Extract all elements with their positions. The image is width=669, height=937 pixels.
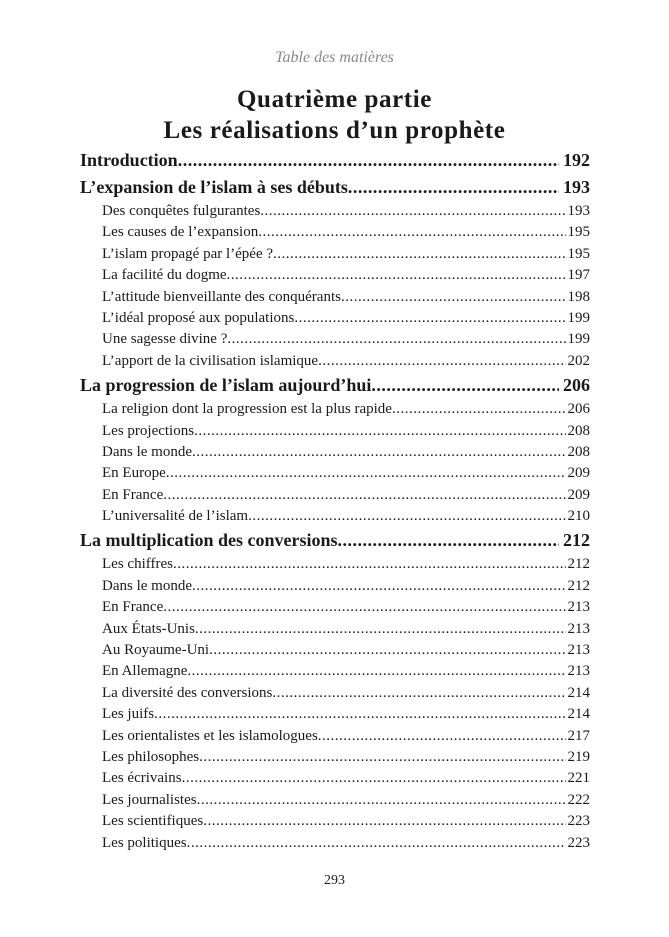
toc-entry-page: 192 xyxy=(563,150,590,170)
toc-entry-title: Les juifs xyxy=(102,706,155,723)
toc-entry-page: 208 xyxy=(567,422,590,439)
toc-entry-title: En France xyxy=(102,599,164,616)
toc-entry-page: 202 xyxy=(567,352,590,369)
toc-entry-title: L’attitude bienveillante des conquérants xyxy=(102,288,341,305)
dot-leader xyxy=(294,308,565,329)
toc-subentry[interactable] xyxy=(80,329,590,350)
toc-entry-page: 197 xyxy=(567,267,590,284)
toc-subentry[interactable] xyxy=(80,726,590,747)
toc-entry-page: 210 xyxy=(567,508,590,525)
toc-entry-page: 222 xyxy=(567,791,590,808)
toc-entry-page: 221 xyxy=(567,770,590,787)
toc-subentry[interactable] xyxy=(80,308,590,329)
dot-leader xyxy=(209,640,565,661)
dot-leader xyxy=(248,506,565,527)
dot-leader xyxy=(392,399,566,420)
toc-subentry[interactable] xyxy=(80,747,590,768)
dot-leader xyxy=(192,576,566,597)
toc-subentry[interactable] xyxy=(80,265,590,286)
dot-leader xyxy=(272,683,565,704)
dot-leader xyxy=(187,661,565,682)
toc-entry-page: 209 xyxy=(567,486,590,503)
toc-entry-title: Les chiffres xyxy=(102,556,173,573)
dot-leader xyxy=(227,265,566,286)
dot-leader xyxy=(197,790,566,811)
toc-entry-title: Les orientalistes et les islamologues xyxy=(102,727,318,744)
toc-subentry[interactable] xyxy=(80,421,590,442)
toc-entry-page: 212 xyxy=(567,577,590,594)
toc-entry-title: La multiplication des conversions xyxy=(80,530,338,551)
part-title xyxy=(0,84,669,146)
toc-entry-page: 198 xyxy=(567,288,590,305)
toc-section[interactable] xyxy=(80,527,590,554)
dot-leader xyxy=(163,597,565,618)
toc-subentry[interactable] xyxy=(80,201,590,222)
toc-entry-title: Les scientifiques xyxy=(102,813,204,830)
toc-subentry[interactable] xyxy=(80,399,590,420)
toc-subentry[interactable] xyxy=(80,704,590,725)
toc-entry-title: L’islam propagé par l’épée ? xyxy=(102,245,274,262)
dot-leader xyxy=(371,372,559,399)
dot-leader xyxy=(154,704,565,725)
toc-entry-title: En Allemagne xyxy=(102,663,188,680)
toc-entry-page: 217 xyxy=(567,727,590,744)
dot-leader xyxy=(199,747,565,768)
toc-entry-title: La progression de l’islam aujourd’hui xyxy=(80,375,372,396)
toc-subentry[interactable] xyxy=(80,661,590,682)
toc-entry-title: L’universalité de l’islam xyxy=(102,508,249,525)
toc-entry-page: 214 xyxy=(567,684,590,701)
toc-entry-title: En France xyxy=(102,486,164,503)
toc-subentry[interactable] xyxy=(80,833,590,854)
toc-entry-title: L’apport de la civilisation islamique xyxy=(102,352,319,369)
dot-leader xyxy=(194,421,565,442)
toc-entry-page: 212 xyxy=(567,556,590,573)
toc-entry-page: 214 xyxy=(567,706,590,723)
dot-leader xyxy=(192,442,566,463)
toc-subentry[interactable] xyxy=(80,351,590,372)
toc-entry-title: Introduction xyxy=(80,150,178,170)
toc-entry-page: 199 xyxy=(567,309,590,326)
toc-entry-page: 213 xyxy=(567,599,590,616)
toc-entry-title: En Europe xyxy=(102,465,166,482)
toc-entry-page: 206 xyxy=(563,375,590,396)
dot-leader xyxy=(260,201,565,222)
toc-subentry[interactable] xyxy=(80,287,590,308)
toc-entry-page: 213 xyxy=(567,620,590,637)
toc-entry-title: La diversité des conversions xyxy=(102,684,273,701)
dot-leader xyxy=(166,463,566,484)
dot-leader xyxy=(341,287,566,308)
toc-subentry[interactable] xyxy=(80,222,590,243)
dot-leader xyxy=(348,174,559,201)
dot-leader xyxy=(273,244,565,265)
part-title-line-2: Les réalisations d’un prophète xyxy=(163,117,506,144)
toc-entry-title: Les projections xyxy=(102,422,195,439)
dot-leader xyxy=(187,833,566,854)
toc-subentry[interactable] xyxy=(80,811,590,832)
toc-entry-title: Les écrivains xyxy=(102,770,182,787)
toc-entry-title: L’expansion de l’islam à ses débuts xyxy=(80,177,348,197)
dot-leader xyxy=(195,619,566,640)
toc-entry-page: 206 xyxy=(567,401,590,418)
toc-entry-page: 223 xyxy=(567,834,590,851)
dot-leader xyxy=(258,222,565,243)
toc-entry-page: 219 xyxy=(567,748,590,765)
toc-entry-title: Dans le monde xyxy=(102,443,192,460)
toc-section[interactable] xyxy=(80,372,590,399)
dot-leader xyxy=(173,554,566,575)
toc-entry-page: 212 xyxy=(563,530,590,551)
toc-entry-page: 193 xyxy=(567,203,590,219)
toc-entry-page: 199 xyxy=(567,331,590,348)
toc-entry-title: La facilité du dogme xyxy=(102,267,227,284)
toc-entry-page: 195 xyxy=(567,224,590,241)
dot-leader xyxy=(227,329,565,350)
table-of-contents xyxy=(80,147,590,854)
toc-entry-page: 213 xyxy=(567,642,590,659)
dot-leader xyxy=(318,351,565,372)
toc-entry-title: L’idéal proposé aux populations xyxy=(102,309,295,326)
toc-subentry[interactable] xyxy=(80,790,590,811)
toc-entry-page: 223 xyxy=(567,813,590,830)
toc-entry-title: La religion dont la progression est la plus rapide xyxy=(102,401,392,418)
toc-subentry[interactable] xyxy=(80,597,590,618)
toc-subentry[interactable] xyxy=(80,768,590,789)
toc-section[interactable] xyxy=(80,174,590,201)
dot-leader xyxy=(203,811,565,832)
toc-entry-title: Aux États-Unis xyxy=(102,620,195,637)
part-title-line-1: Quatrième partie xyxy=(237,86,432,113)
running-head: Table des matières xyxy=(275,49,394,66)
dot-leader xyxy=(178,147,559,174)
toc-subentry[interactable] xyxy=(80,640,590,661)
toc-subentry[interactable] xyxy=(80,683,590,704)
toc-entry-title: Les journalistes xyxy=(102,791,197,808)
toc-entry-page: 213 xyxy=(567,663,590,680)
toc-entry-title: Les causes de l’expansion xyxy=(102,224,259,241)
dot-leader xyxy=(182,768,566,789)
page-number: 293 xyxy=(324,873,345,888)
toc-subentry[interactable] xyxy=(80,442,590,463)
toc-entry-page: 208 xyxy=(567,443,590,460)
dot-leader xyxy=(163,485,565,506)
toc-entry-title: Les politiques xyxy=(102,834,187,851)
toc-section[interactable] xyxy=(80,147,590,174)
toc-subentry[interactable] xyxy=(80,554,590,575)
toc-entry-page: 195 xyxy=(567,245,590,262)
toc-subentry[interactable] xyxy=(80,506,590,527)
toc-subentry[interactable] xyxy=(80,244,590,265)
toc-subentry[interactable] xyxy=(80,619,590,640)
toc-entry-title: Au Royaume-Uni xyxy=(102,642,210,659)
toc-entry-page: 209 xyxy=(567,465,590,482)
toc-entry-title: Les philosophes xyxy=(102,748,200,765)
toc-entry-title: Des conquêtes fulgurantes xyxy=(102,203,261,219)
dot-leader xyxy=(338,527,559,554)
dot-leader xyxy=(318,726,566,747)
toc-subentry[interactable] xyxy=(80,576,590,597)
toc-subentry[interactable] xyxy=(80,463,590,484)
toc-entry-title: Dans le monde xyxy=(102,577,192,594)
toc-entry-title: Une sagesse divine ? xyxy=(102,331,228,348)
toc-subentry[interactable] xyxy=(80,485,590,506)
toc-entry-page: 193 xyxy=(563,177,590,197)
